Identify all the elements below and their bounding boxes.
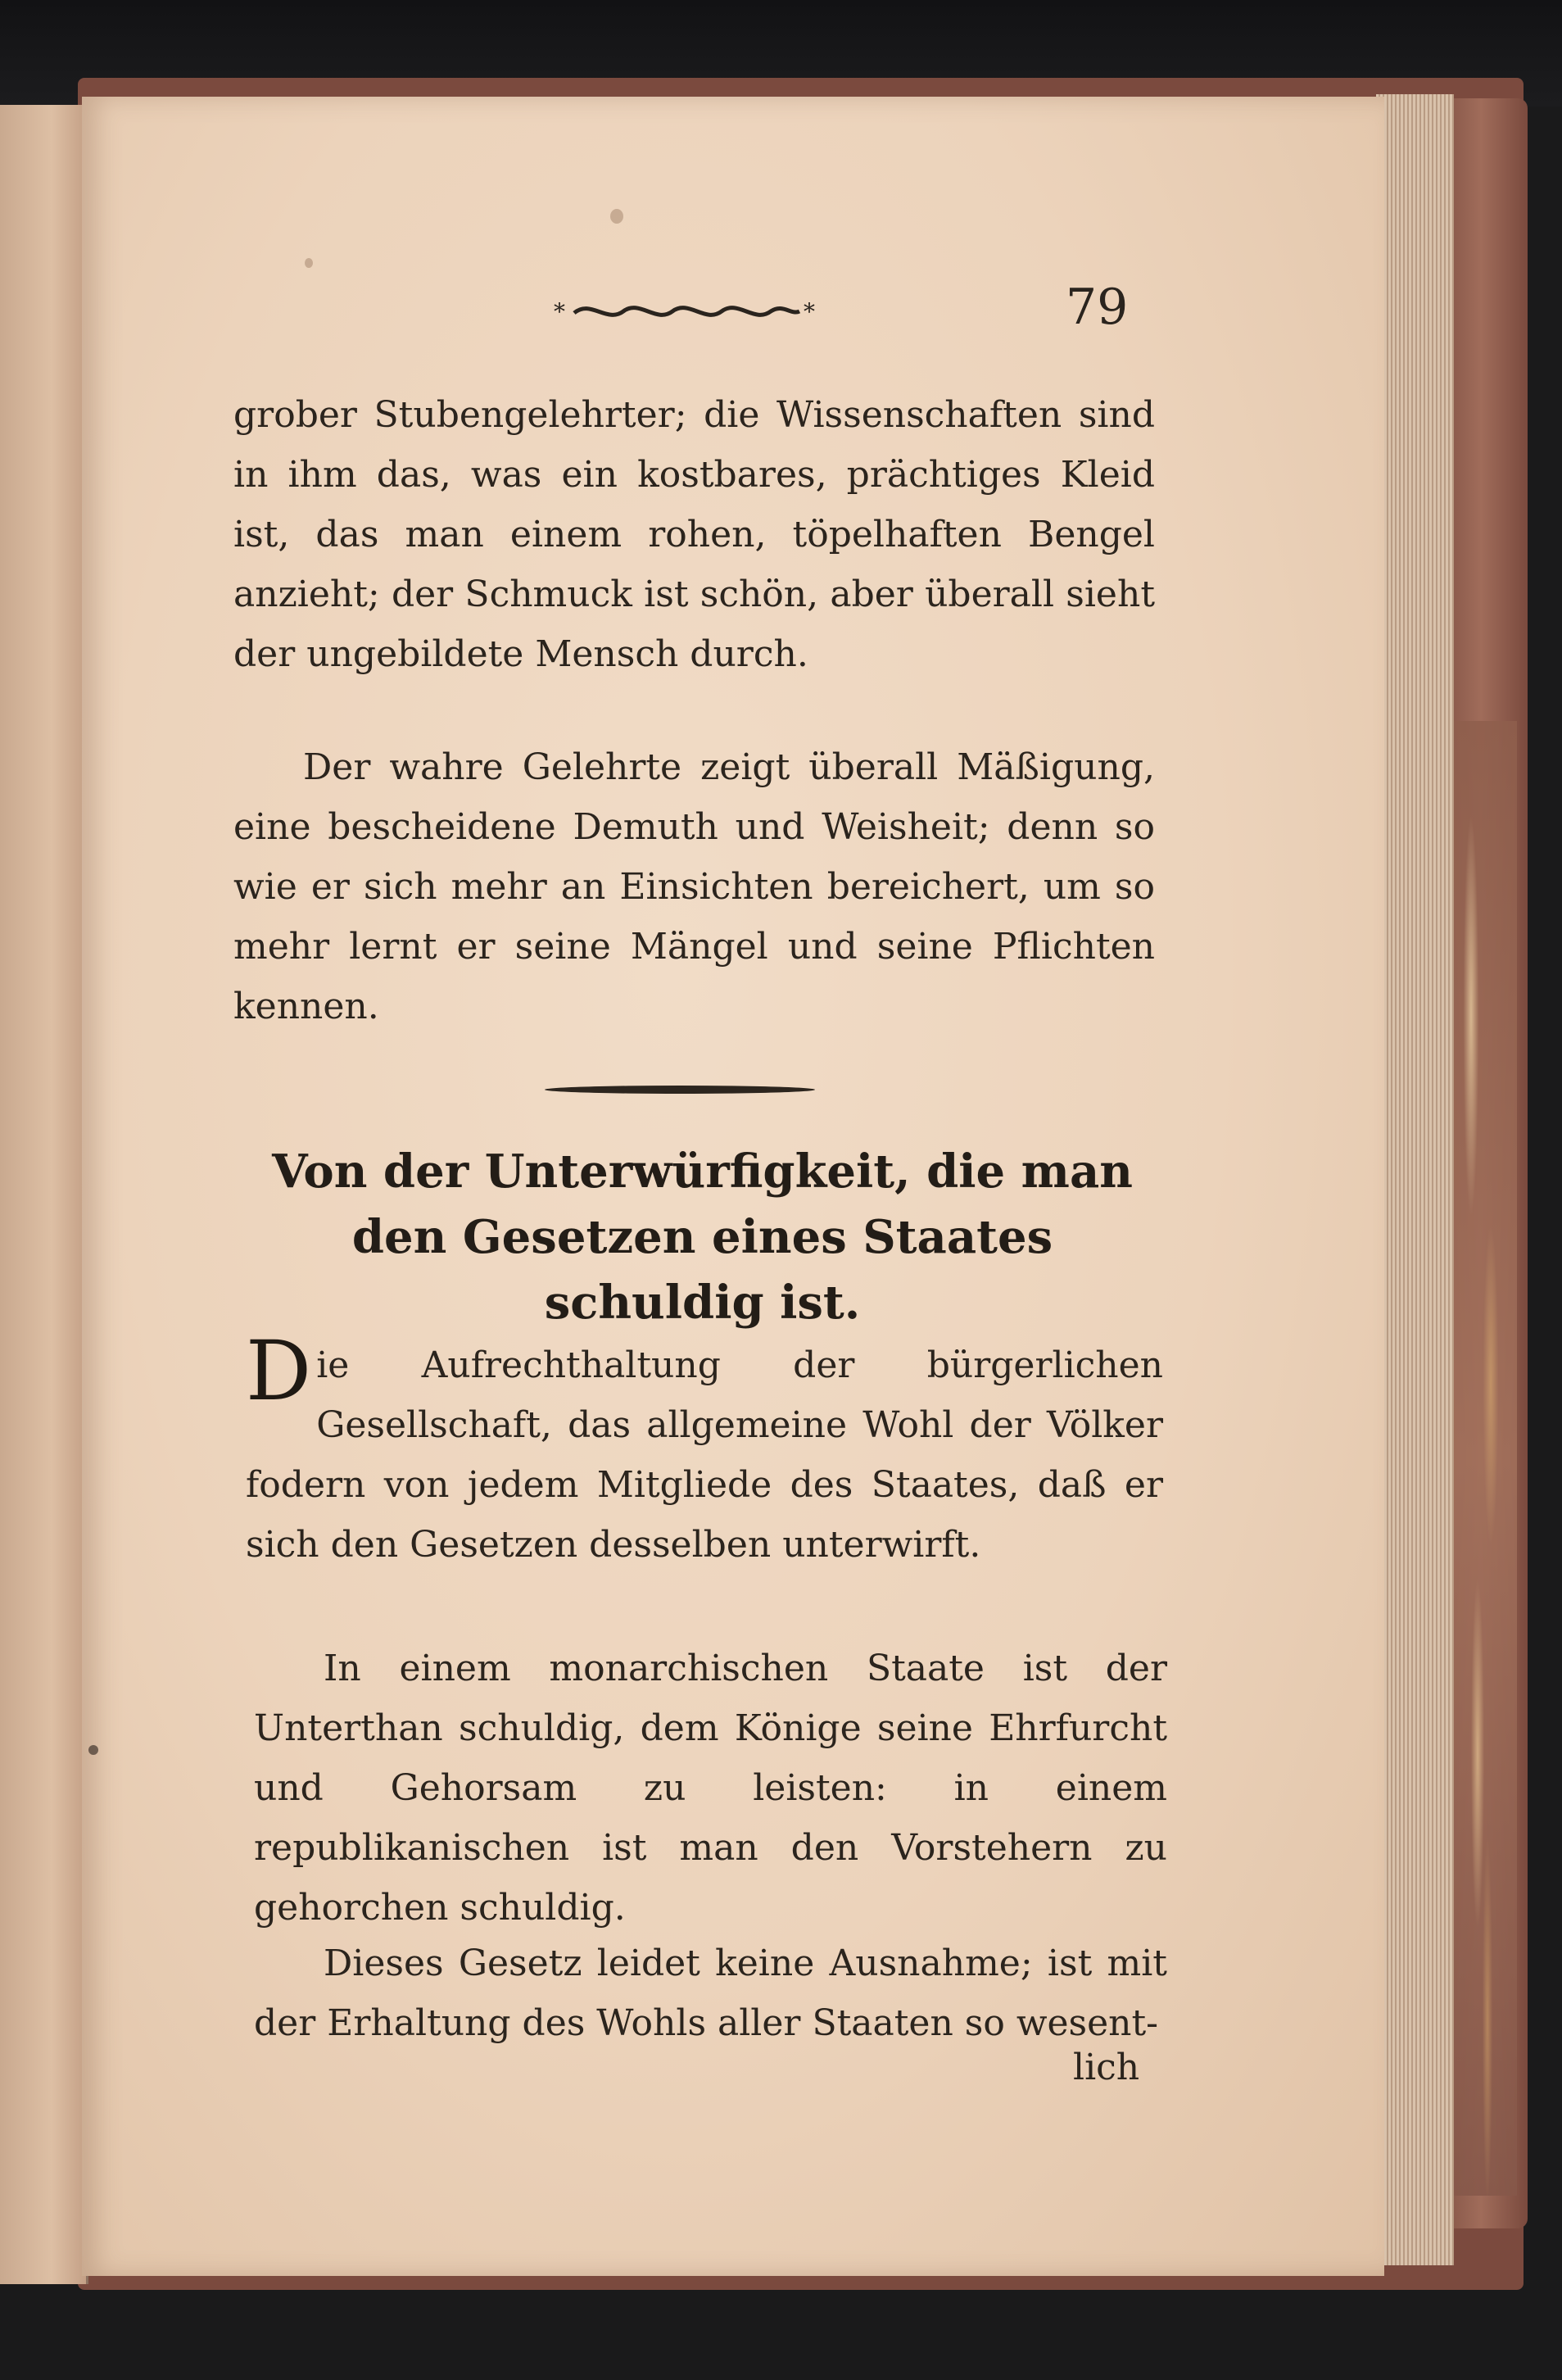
ornament-icon — [554, 295, 824, 328]
catchword: lich — [1073, 2047, 1140, 2088]
paragraph-text: Der wahre Gelehrte zeigt überall Mäßigung, eine bescheidene Demuth und Weisheit; denn so wie er sich mehr an Einsichten bereichert, um so mehr lernt er seine Mängel und seine Pflichten kennen. — [233, 746, 1155, 1027]
svg-text:*: * — [804, 298, 815, 325]
svg-text:*: * — [554, 298, 565, 325]
paragraph — [254, 1933, 1167, 2053]
paragraph — [246, 1323, 1163, 1575]
marbled-edge — [1451, 721, 1517, 2196]
page-header — [554, 279, 1127, 344]
paragraph — [233, 385, 1155, 684]
page-edges — [1376, 94, 1454, 2265]
paragraph-text: Dieses Gesetz leidet keine Ausnahme; ist mit der Erhaltung des Wohls aller Staaten so wesent- — [254, 1943, 1167, 2044]
paragraph-text: grober Stubengelehrter; die Wissenschaften sind in ihm das, was ein kostbares, prächtiges Kleid ist, das man einem rohen, töpelhaften Bengel anzieht; der Schmuck ist schön, aber überall sieht der ungebildete Mensch durch. — [233, 394, 1155, 675]
paragraph — [233, 737, 1155, 1036]
section-divider — [545, 1086, 815, 1094]
drop-cap: D — [246, 1323, 312, 1419]
section-heading: Von der Unterwürfigkeit, die man den Gesetzen eines Staates schuldig ist. — [272, 1145, 1133, 1330]
paragraph — [254, 1639, 1167, 1938]
paragraph-text: ie Aufrechthaltung der bürgerlichen Gesellschaft, das allgemeine Wohl der Völker fodern von jedem Mitgliede des Staates, daß er sich den Gesetzen desselben unterwirft. — [246, 1344, 1163, 1566]
paper-spot — [610, 209, 623, 224]
left-page-edge — [0, 105, 88, 2284]
paper-spot — [305, 258, 313, 268]
page-number: 79 — [1066, 279, 1129, 336]
paragraph-text: In einem monarchischen Staate ist der Unterthan schuldig, dem Könige seine Ehrfurcht und Gehorsam zu leisten: in einem republikanischen ist man den Vorstehern zu gehorchen schuldig. — [254, 1648, 1167, 1929]
paper-spot — [88, 1745, 98, 1755]
